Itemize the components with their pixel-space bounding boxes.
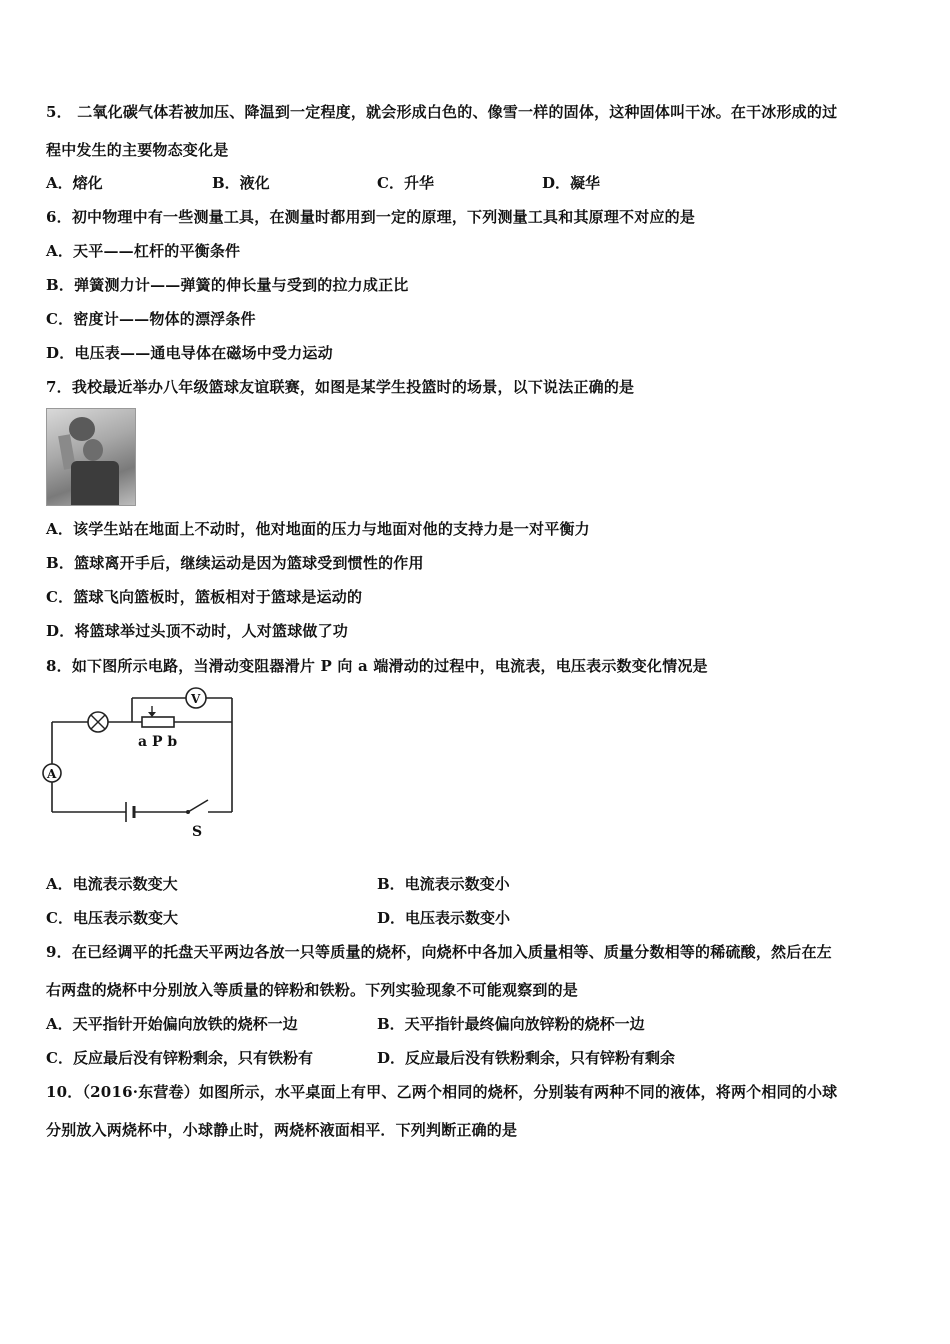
switch-symbol — [186, 800, 208, 814]
student-head-shape — [83, 439, 103, 461]
rheostat-symbol — [142, 706, 174, 727]
ammeter-label: A — [47, 767, 57, 781]
battery-symbol — [126, 802, 134, 822]
voltmeter-label: V — [191, 692, 201, 706]
q7-option-b: B．篮球离开手后，继续运动是因为篮球受到惯性的作用 — [46, 554, 424, 572]
circuit-diagram — [40, 684, 240, 844]
q6-option-c: C．密度计——物体的漂浮条件 — [46, 310, 256, 328]
q5-stem-line2: 程中发生的主要物态变化是 — [46, 141, 229, 159]
q9-option-c: C．反应最后没有锌粉剩余，只有铁粉有 — [46, 1049, 313, 1067]
q9-option-b: B．天平指针最终偏向放锌粉的烧杯一边 — [377, 1015, 645, 1033]
lamp-symbol — [88, 712, 108, 732]
q6-option-b: B．弹簧测力计——弹簧的伸长量与受到的拉力成正比 — [46, 276, 409, 294]
q5-option-a: A．熔化 — [46, 174, 103, 192]
q7-option-a: A．该学生站在地面上不动时，他对地面的压力与地面对他的支持力是一对平衡力 — [46, 520, 590, 538]
basketball-photo — [46, 408, 136, 506]
q8-option-d: D．电压表示数变小 — [377, 909, 511, 927]
basketball-shape — [69, 417, 95, 441]
q8-stem: 8．如下图所示电路，当滑动变阻器滑片 P 向 a 端滑动的过程中，电流表，电压表示数变化情况是 — [46, 657, 708, 675]
q6-stem: 6．初中物理中有一些测量工具，在测量时都用到一定的原理，下列测量工具和其原理不对应的是 — [46, 208, 696, 226]
q7-stem: 7．我校最近举办八年级篮球友谊联赛，如图是某学生投篮时的场景，以下说法正确的是 — [46, 378, 635, 396]
q7-option-d: D．将篮球举过头顶不动时，人对篮球做了功 — [46, 622, 349, 640]
q8-option-b: B．电流表示数变小 — [377, 875, 510, 893]
q9-option-a: A．天平指针开始偏向放铁的烧杯一边 — [46, 1015, 298, 1033]
q9-option-d: D．反应最后没有铁粉剩余，只有锌粉有剩余 — [377, 1049, 676, 1067]
q8-option-a: A．电流表示数变大 — [46, 875, 178, 893]
ammeter-symbol — [43, 764, 61, 782]
student-body-shape — [71, 461, 119, 505]
q5-option-d: D．凝华 — [542, 174, 601, 192]
rheostat-label: a P b — [138, 734, 178, 750]
q9-stem-line1: 9．在已经调平的托盘天平两边各放一只等质量的烧杯，向烧杯中各加入质量相等、质量分数相等的稀硫酸，然后在左 — [46, 943, 832, 961]
q5-option-c: C．升华 — [377, 174, 434, 192]
q10-stem-line2: 分别放入两烧杯中，小球静止时，两烧杯液面相平．下列判断正确的是 — [46, 1121, 518, 1139]
q8-option-c: C．电压表示数变大 — [46, 909, 178, 927]
q5-stem-line1: 5． 二氧化碳气体若被加压、降温到一定程度，就会形成白色的、像雪一样的固体，这种固体叫干冰。在干冰形成的过 — [46, 103, 838, 121]
voltmeter-symbol — [186, 688, 206, 708]
q9-stem-line2: 右两盘的烧杯中分别放入等质量的锌粉和铁粉。下列实验现象不可能观察到的是 — [46, 981, 579, 999]
q6-option-a: A．天平——杠杆的平衡条件 — [46, 242, 241, 260]
q5-option-b: B．液化 — [212, 174, 270, 192]
q7-option-c: C．篮球飞向篮板时，篮板相对于篮球是运动的 — [46, 588, 363, 606]
switch-label: S — [192, 824, 203, 840]
q10-stem-line1: 10．（2016·东营卷）如图所示，水平桌面上有甲、乙两个相同的烧杯，分别装有两种不同的液体，将两个相同的小球 — [46, 1083, 838, 1101]
q6-option-d: D．电压表——通电导体在磁场中受力运动 — [46, 344, 333, 362]
